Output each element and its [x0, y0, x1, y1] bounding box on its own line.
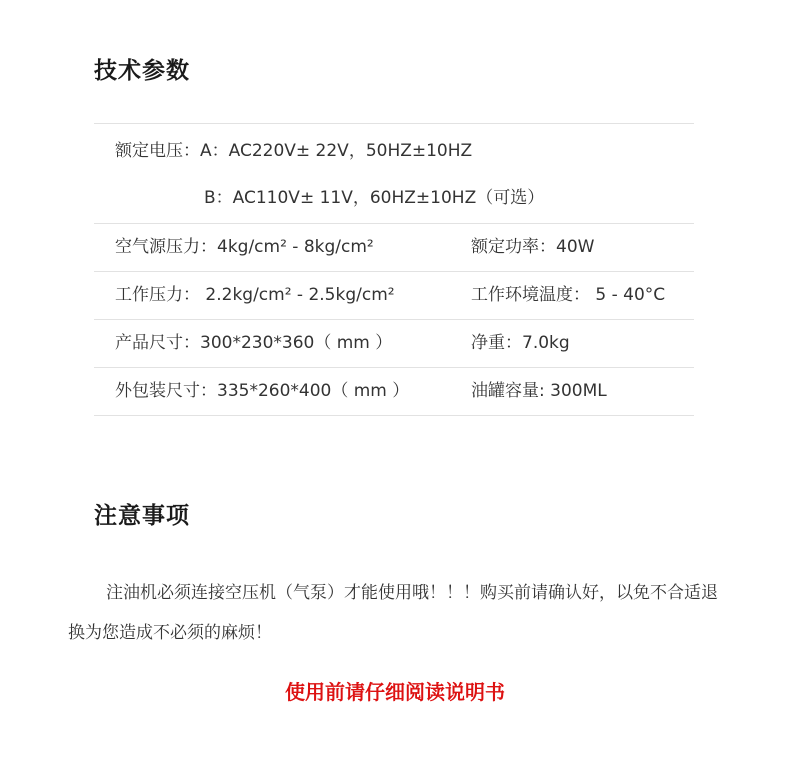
spec-cell-right: 净重：7.0kg [471, 333, 570, 353]
spec-cell-left: 产品尺寸：300*230*360（ mm ） [115, 333, 393, 353]
voltage-line-a: 额定电压：A：AC220V± 22V，50HZ±10HZ [115, 141, 473, 161]
spec-row [94, 368, 694, 415]
spec-row [94, 272, 694, 319]
voltage-line-b: B：AC110V± 11V，60HZ±10HZ（可选） [204, 188, 545, 208]
spec-cell-left: 空气源压力：4kg/cm² - 8kg/cm² [115, 237, 374, 257]
spec-cell-right: 油罐容量: 300ML [471, 381, 607, 401]
read-manual-warning: 使用前请仔细阅读说明书 [285, 680, 505, 704]
spec-row [94, 320, 694, 367]
spec-section-title: 技术参数 [94, 58, 190, 84]
spec-cell-right: 工作环境温度： 5 - 40°C [471, 285, 666, 305]
spec-cell-right: 额定功率：40W [471, 237, 595, 257]
spec-cell-left: 外包装尺寸：335*260*400（ mm ） [115, 381, 410, 401]
divider [94, 415, 694, 416]
spec-table [94, 123, 694, 416]
notice-body: 注油机必须连接空压机（气泵）才能使用哦！！！购买前请确认好，以免不合适退换为您造成不必须的麻烦！ [68, 583, 718, 643]
voltage-row [94, 124, 694, 223]
spec-row [94, 224, 694, 271]
notice-section-title: 注意事项 [94, 503, 190, 529]
spec-cell-left: 工作压力： 2.2kg/cm² - 2.5kg/cm² [115, 285, 395, 305]
